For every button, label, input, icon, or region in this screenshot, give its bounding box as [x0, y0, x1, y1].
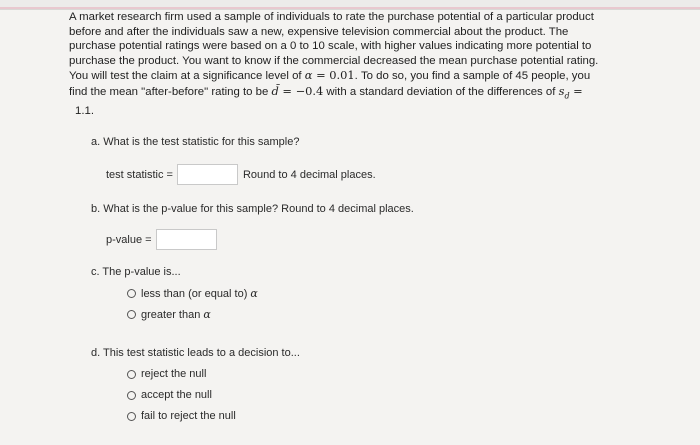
- problem-text: find the mean "after-before" rating to be: [69, 85, 272, 98]
- top-accent-line: [0, 7, 700, 9]
- part-a-answer-row: [106, 164, 376, 185]
- problem-line: purchase the product. You want to know if the commercial decreased the mean purchase potential rating.: [69, 54, 599, 67]
- p-value-input[interactable]: [156, 229, 217, 250]
- part-c-question: c. The p-value is...: [91, 266, 181, 278]
- problem-line: [69, 84, 625, 104]
- part-d-question: d. This test statistic leads to a decision to...: [91, 347, 300, 359]
- dbar-value: = −0.4: [278, 83, 324, 98]
- sd-symbol: s: [558, 83, 565, 98]
- option-label: less than (or equal to): [141, 287, 248, 300]
- problem-text: You will test the claim at a significance level of: [69, 70, 305, 83]
- alpha-value: = 0.01: [312, 68, 355, 83]
- option-label: fail to reject the null: [141, 410, 236, 422]
- problem-line: A market research firm used a sample of individuals to rate the purchase potential of a particular product: [69, 11, 594, 23]
- part-b-answer-row: [106, 229, 217, 250]
- sd-equals: =: [569, 83, 583, 98]
- problem-line: before and after the individuals saw a new, expensive television commercial about the product. The: [69, 25, 569, 38]
- test-statistic-label: test statistic =: [106, 168, 173, 181]
- alpha-symbol: α: [304, 68, 313, 83]
- radio-button-icon[interactable]: [127, 289, 136, 298]
- problem-statement: [69, 10, 625, 118]
- p-value-label: p-value =: [106, 233, 152, 246]
- sd-subscript: d: [564, 91, 570, 101]
- radio-button-icon[interactable]: [127, 412, 136, 421]
- part-b-question: b. What is the p-value for this sample? Round to 4 decimal places.: [91, 203, 414, 215]
- problem-line: 1.1.: [75, 104, 94, 117]
- radio-button-icon[interactable]: [127, 310, 136, 319]
- problem-line: [69, 68, 625, 84]
- option-label: greater than: [141, 308, 201, 321]
- alpha-symbol: α: [250, 287, 258, 300]
- part-a-question: a. What is the test statistic for this sample?: [91, 136, 300, 148]
- option-label: accept the null: [141, 389, 212, 401]
- option-greater-than[interactable]: [127, 308, 211, 321]
- problem-text: . To do so, you find a sample of 45 people, you: [354, 70, 591, 83]
- dbar-symbol: d̄: [271, 83, 279, 98]
- top-bar: [0, 0, 700, 10]
- radio-button-icon[interactable]: [127, 391, 136, 400]
- test-statistic-input[interactable]: [177, 164, 238, 185]
- option-less-than[interactable]: [127, 287, 258, 300]
- option-fail-to-reject-null[interactable]: [127, 410, 236, 422]
- radio-button-icon[interactable]: [127, 370, 136, 379]
- round-hint: Round to 4 decimal places.: [242, 168, 376, 181]
- option-accept-null[interactable]: [127, 389, 212, 401]
- alpha-symbol: α: [203, 308, 211, 321]
- option-reject-null[interactable]: [127, 368, 206, 380]
- option-label: reject the null: [141, 368, 207, 380]
- problem-text: with a standard deviation of the differences of: [323, 85, 559, 98]
- problem-line: purchase potential ratings were based on a 0 to 10 scale, with higher values indicating more potential to: [69, 40, 592, 53]
